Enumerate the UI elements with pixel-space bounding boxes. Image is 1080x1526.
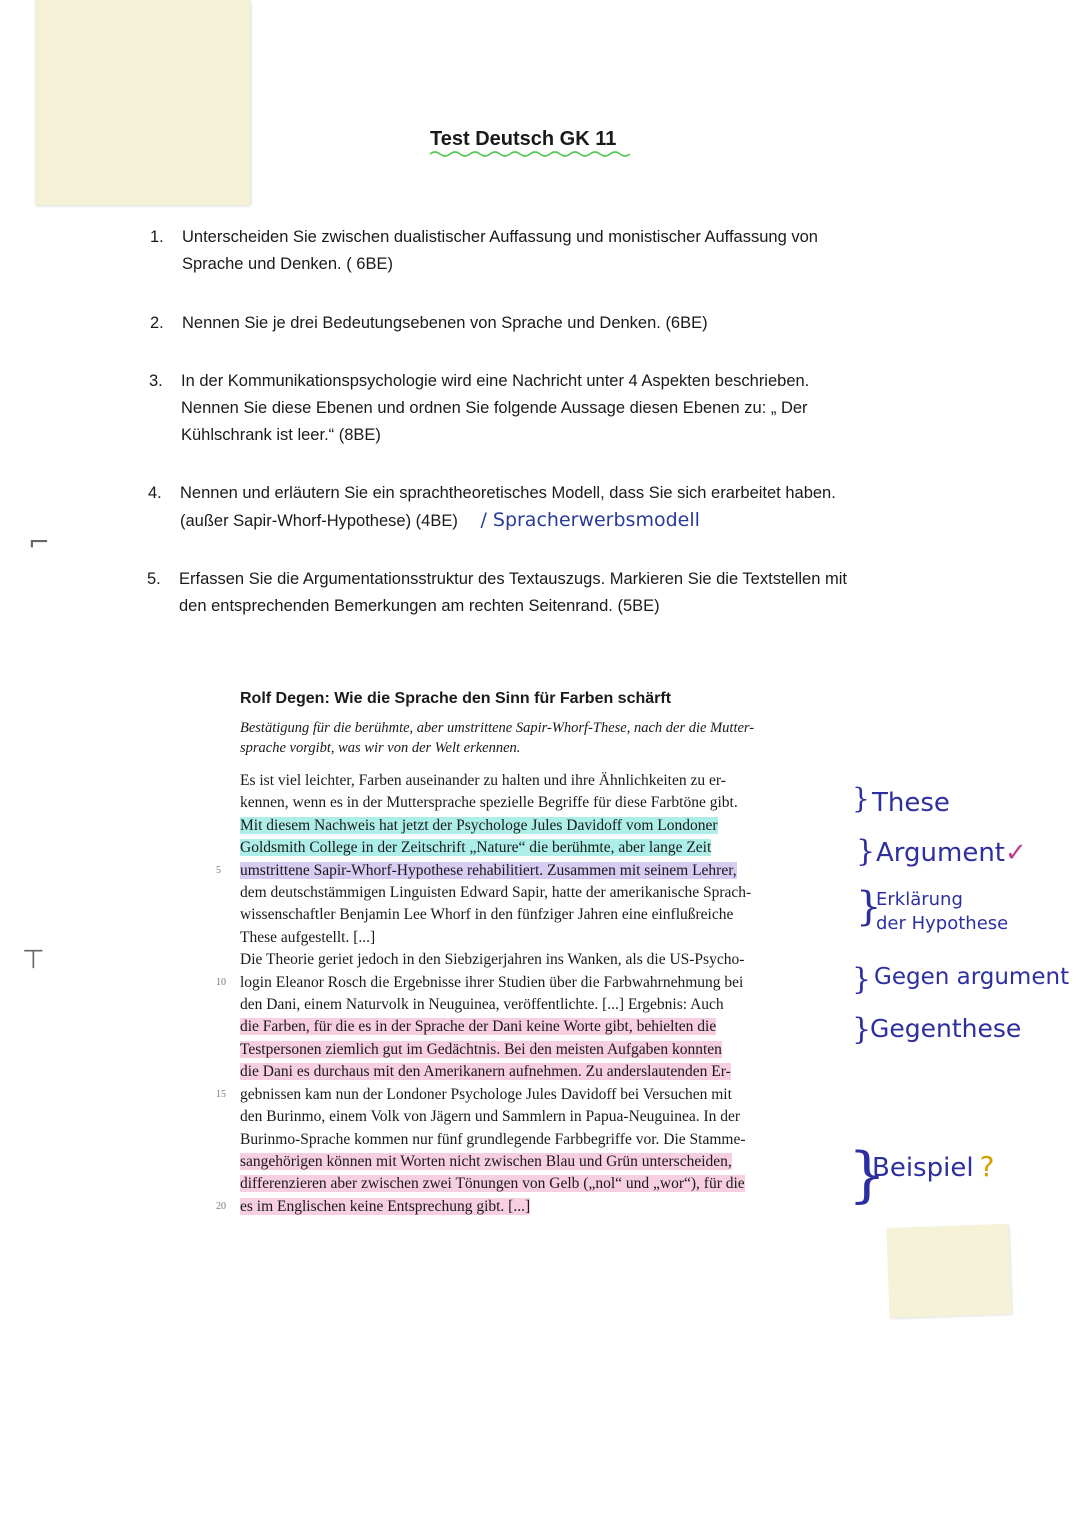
annotation-gegenargument: Gegen argument: [874, 964, 1070, 990]
question-1: 1. Unterscheiden Sie zwischen dualistischer Auffassung und monistischer Auffassung von Sprache und Denken. ( 6BE): [150, 228, 818, 273]
annotation-these: These: [872, 788, 950, 818]
brace: }: [848, 1140, 887, 1210]
excerpt-body: [216, 770, 852, 1218]
brace: }: [852, 962, 872, 997]
question-mark: ?: [979, 1150, 995, 1183]
question-2: 2. Nennen Sie je drei Bedeutungsebenen von Sprache und Denken. (6BE): [150, 314, 708, 332]
excerpt-line: These aufgestellt. [...]: [240, 928, 376, 946]
margin-scribble: ⌐: [28, 528, 50, 558]
brace: }: [852, 782, 870, 815]
excerpt-subtitle: Bestätigung für die berühmte, aber umstrittene Sapir-Whorf-These, nach der die Mutter- sprache vorgibt, was wir von der Welt erkennen.: [240, 720, 755, 756]
margin-scribble: ⊤: [22, 945, 45, 975]
excerpt-line: wissenschaftler Benjamin Lee Whorf in den fünfziger Jahren eine einflußreiche: [240, 906, 734, 924]
check-icon: ✓: [1005, 838, 1027, 868]
excerpt-line: 10 login Eleanor Rosch die Ergebnisse ihrer Studien über die Farbwahrnehmung bei: [216, 973, 744, 991]
excerpt-line: Testpersonen ziemlich gut im Gedächtnis. Bei den meisten Aufgaben konnten: [240, 1040, 722, 1058]
question-4: 4. Nennen und erläutern Sie ein sprachtheoretisches Modell, dass Sie sich erarbeitet haben. (außer Sapir-Whorf-Hypothese) (4BE) / Spracherwerbsmodell: [148, 484, 836, 531]
excerpt-line: 15 gebnissen kam nun der Londoner Psychologe Jules Davidoff bei Versuchen mit: [216, 1085, 732, 1103]
excerpt-line: kennen, wenn es in der Muttersprache spezielle Begriffe für diese Farbtöne gibt.: [240, 794, 738, 812]
excerpt-line: Mit diesem Nachweis hat jetzt der Psychologe Jules Davidoff vom Londoner: [240, 816, 718, 834]
brace: }: [856, 884, 882, 930]
sticky-note-top-left: [35, 0, 250, 205]
excerpt-title: Rolf Degen: Wie die Sprache den Sinn für Farben schärft: [240, 690, 672, 707]
excerpt-line: Die Theorie geriet jedoch in den Siebzigerjahren ins Wanken, als die US-Psycho-: [240, 951, 745, 969]
question-3: 3. In der Kommunikationspsychologie wird eine Nachricht unter 4 Aspekten beschrieben. Nennen Sie diese Ebenen und ordnen Sie folgende Aussage diesen Ebenen zu: „ Der Kühlschrank ist leer.“ (8BE): [149, 372, 810, 444]
annotation-beispiel: Beispiel ?: [872, 1150, 995, 1183]
brace: }: [852, 1012, 872, 1047]
text-excerpt: [216, 690, 852, 1218]
brace: }: [856, 834, 876, 869]
excerpt-line: differenzieren aber zwischen zwei Tönungen von Gelb („nol“ und „wor“), für die: [240, 1175, 745, 1193]
excerpt-line: die Farben, für die es in der Sprache der Dani keine Worte gibt, behielten die: [240, 1018, 717, 1036]
excerpt-line: sangehörigen können mit Worten nicht zwischen Blau und Grün unterscheiden,: [240, 1152, 732, 1170]
excerpt-line: die Dani es durchaus mit den Amerikanern aufnehmen. Zu anderslautenden Er-: [240, 1063, 731, 1081]
page-title: Test Deutsch GK 11: [430, 128, 617, 150]
excerpt-line: 5 umstrittene Sapir-Whorf-Hypothese rehabilitiert. Zusammen mit seinem Lehrer,: [216, 861, 737, 879]
excerpt-line: dem deutschstämmigen Linguisten Edward Sapir, hatte der amerikanische Sprach-: [240, 884, 752, 902]
annotation-gegenthese: Gegenthese: [870, 1014, 1022, 1043]
excerpt-line: Goldsmith College in der Zeitschrift „Nature“ die berühmte, aber lange Zeit: [240, 839, 712, 857]
title-underline: [428, 150, 638, 158]
annotation-argument: Argument✓: [876, 838, 1027, 868]
question-5: 5. Erfassen Sie die Argumentationsstruktur des Textauszugs. Markieren Sie die Textstellen mit den entsprechenden Bemerkungen am rechten Seitenrand. (5BE): [147, 570, 847, 615]
annotation-erklaerung: Erklärung der Hypothese: [876, 889, 1009, 934]
excerpt-line: Burinmo-Sprache kommen nur fünf grundlegende Farbbegriffe vor. Die Stamme-: [240, 1130, 746, 1148]
excerpt-line: den Burinmo, einem Volk von Jägern und Sammlern in Papua-Neuguinea. In der: [240, 1108, 741, 1126]
excerpt-line: Es ist viel leichter, Farben auseinander zu halten und ihre Ähnlichkeiten zu er-: [240, 772, 726, 789]
excerpt-line: den Dani, einem Naturvolk in Neuguinea, veröffentlichte. [...] Ergebnis: Auch: [240, 996, 724, 1014]
handwritten-answer: / Spracherwerbsmodell: [480, 509, 700, 531]
sticky-note-bottom-right: [886, 1224, 1011, 1318]
excerpt-line: 20 es im Englischen keine Entsprechung gibt. [...]: [216, 1197, 531, 1215]
